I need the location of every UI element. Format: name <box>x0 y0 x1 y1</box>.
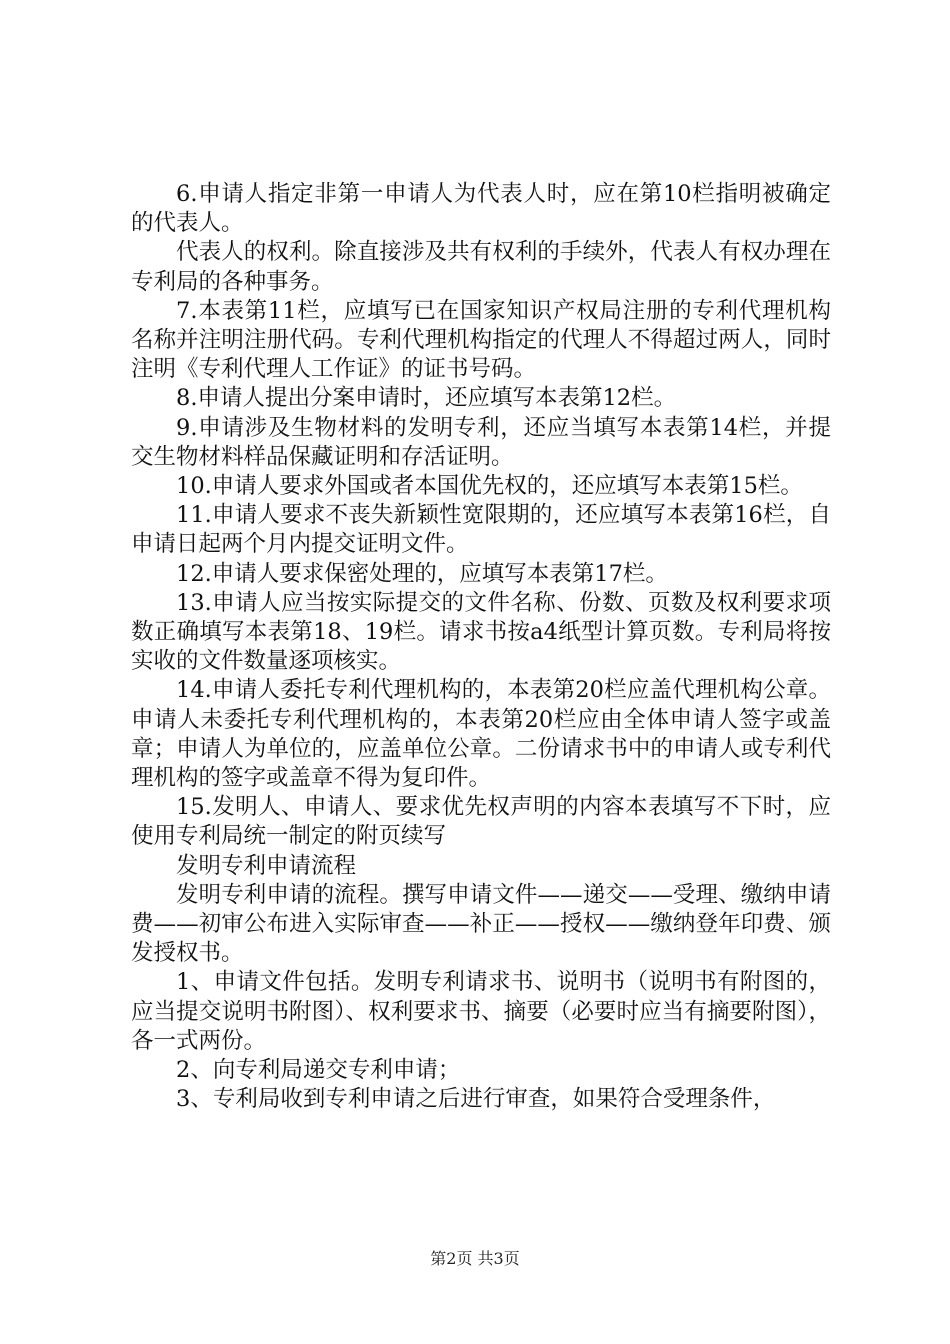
paragraph-item-6: 6.申请人指定非第一申请人为代表人时，应在第10栏指明被确定的代表人。 <box>131 181 831 237</box>
paragraph-item-11: 11.申请人要求不丧失新颖性宽限期的，还应填写本表第16栏，自申请日起两个月内提交证明文件。 <box>131 502 831 558</box>
paragraph-item-14: 14.申请人委托专利代理机构的，本表第20栏应盖代理机构公章。申请人未委托专利代理机构的，本表第20栏应由全体申请人签字或盖章；申请人为单位的，应盖单位公章。二份请求书中的申请人或专利代理机构的签字或盖章不得为复印件。 <box>131 677 831 792</box>
page-number-footer: 第2页 共3页 <box>430 1249 520 1268</box>
paragraph-item-12: 12.申请人要求保密处理的，应填写本表第17栏。 <box>176 560 668 587</box>
paragraph-step-3: 3、专利局收到专利申请之后进行审查，如果符合受理条件， <box>176 1086 776 1113</box>
paragraph-item-13: 13.申请人应当按实际提交的文件名称、份数、页数及权利要求项数正确填写本表第18、19栏。请求书按a4纸型计算页数。专利局将按实收的文件数量逐项核实。 <box>131 589 831 675</box>
document-body <box>131 180 831 1115</box>
paragraph-process-overview: 发明专利申请的流程。撰写申请文件——递交——受理、缴纳申请费——初审公布进入实际审查——补正——授权——缴纳登年印费、颁发授权书。 <box>131 881 831 967</box>
paragraph-representative-rights: 代表人的权利。除直接涉及共有权利的手续外，代表人有权办理在专利局的各种事务。 <box>131 239 831 295</box>
paragraph-item-15: 15.发明人、申请人、要求优先权声明的内容本表填写不下时，应使用专利局统一制定的附页续写 <box>131 794 831 850</box>
paragraph-item-8: 8.申请人提出分案申请时，还应填写本表第12栏。 <box>176 385 677 412</box>
paragraph-step-2: 2、向专利局递交专利申请； <box>176 1057 461 1084</box>
section-heading: 发明专利申请流程 <box>176 852 357 879</box>
paragraph-item-10: 10.申请人要求外国或者本国优先权的，还应填写本表第15栏。 <box>176 473 803 500</box>
paragraph-item-9: 9.申请涉及生物材料的发明专利，还应当填写本表第14栏，并提交生物材料样品保藏证明和存活证明。 <box>131 414 831 470</box>
paragraph-step-1: 1、申请文件包括。发明专利请求书、说明书（说明书有附图的，应当提交说明书附图）、权利要求书、摘要（必要时应当有摘要附图），各一式两份。 <box>131 969 831 1054</box>
paragraph-item-7: 7.本表第11栏，应填写已在国家知识产权局注册的专利代理机构名称并注明注册代码。专利代理机构指定的代理人不得超过两人，同时注明《专利代理人工作证》的证书号码。 <box>131 297 831 383</box>
